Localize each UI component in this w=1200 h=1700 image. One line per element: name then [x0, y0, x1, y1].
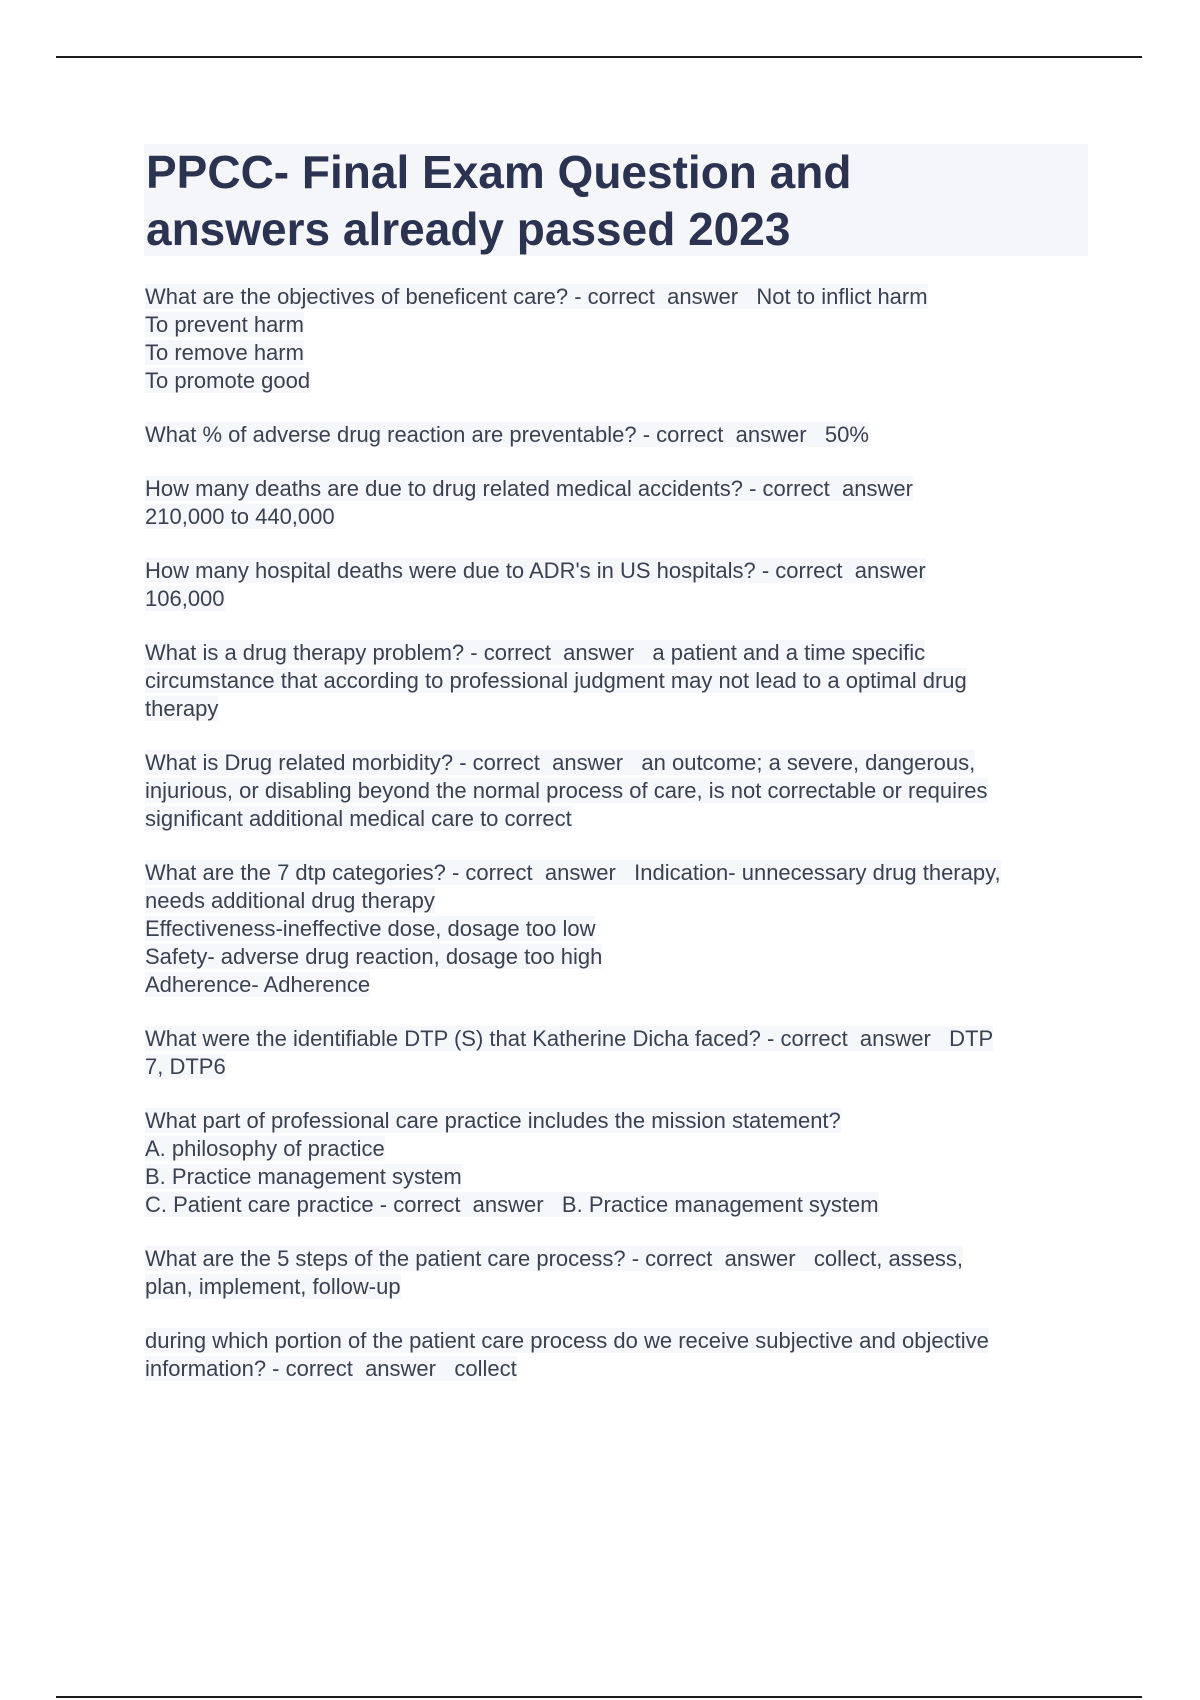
qa-line-text: To remove harm: [145, 340, 304, 365]
qa-line-text: Adherence- Adherence: [145, 972, 371, 997]
qa-line: [145, 1025, 1090, 1053]
qa-line-text: What is a drug therapy problem? - correct answer a patient and a time specific: [145, 640, 926, 665]
qa-line: [145, 339, 1090, 367]
qa-item: [145, 421, 1090, 449]
qa-item: [145, 1025, 1090, 1081]
qa-line-text: injurious, or disabling beyond the normal process of care, is not correctable or requires: [145, 778, 988, 803]
title-line-1: PPCC- Final Exam Question and: [146, 146, 852, 198]
qa-line-text: needs additional drug therapy: [145, 888, 435, 913]
qa-line: [145, 805, 1090, 833]
qa-line: [145, 1163, 1090, 1191]
qa-item: [145, 859, 1090, 999]
qa-line: [145, 695, 1090, 723]
qa-item: [145, 475, 1090, 531]
qa-line-text: 7, DTP6: [145, 1054, 226, 1079]
qa-line: [145, 585, 1090, 613]
qa-item: [145, 639, 1090, 723]
qa-line-text: Safety- adverse drug reaction, dosage too high: [145, 944, 603, 969]
qa-line-text: What are the 5 steps of the patient care process? - correct answer collect, assess,: [145, 1246, 964, 1271]
qa-line: [145, 1245, 1090, 1273]
qa-line: [145, 915, 1090, 943]
qa-line: [145, 1053, 1090, 1081]
qa-line: [145, 557, 1090, 585]
qa-line: [145, 503, 1090, 531]
qa-line: [145, 367, 1090, 395]
qa-line: [145, 1107, 1090, 1135]
qa-line: [145, 943, 1090, 971]
qa-line: [145, 1135, 1090, 1163]
qa-item: [145, 557, 1090, 613]
qa-line-text: How many hospital deaths were due to ADR's in US hospitals? - correct answer: [145, 558, 926, 583]
qa-line-text: What are the 7 dtp categories? - correct answer Indication- unnecessary drug therapy,: [145, 860, 1001, 885]
qa-line-text: therapy: [145, 696, 219, 721]
qa-line: [145, 749, 1090, 777]
qa-line-text: How many deaths are due to drug related medical accidents? - correct answer: [145, 476, 913, 501]
qa-line-text: during which portion of the patient care process do we receive subjective and objective: [145, 1328, 989, 1353]
qa-item: [145, 283, 1090, 395]
qa-line: [145, 1355, 1090, 1383]
qa-line: [145, 311, 1090, 339]
header-rule: [56, 56, 1142, 58]
qa-line-text: What were the identifiable DTP (S) that Katherine Dicha faced? - correct answer DTP: [145, 1026, 994, 1051]
qa-line: [145, 1327, 1090, 1355]
qa-line: [145, 283, 1090, 311]
qa-line-text: 106,000: [145, 586, 225, 611]
qa-line-text: C. Patient care practice - correct answer B. Practice management system: [145, 1192, 879, 1217]
qa-line-text: What are the objectives of beneficent care? - correct answer Not to inflict harm: [145, 284, 928, 309]
qa-line-text: B. Practice management system: [145, 1164, 462, 1189]
qa-line-text: To prevent harm: [145, 312, 304, 337]
footer-rule: [56, 1696, 1142, 1698]
title-line-2: answers already passed 2023: [146, 203, 791, 255]
qa-line-text: Effectiveness-ineffective dose, dosage too low: [145, 916, 596, 941]
qa-line: [145, 475, 1090, 503]
qa-line-text: 210,000 to 440,000: [145, 504, 335, 529]
qa-line-text: What part of professional care practice includes the mission statement?: [145, 1108, 841, 1133]
qa-line-text: significant additional medical care to correct: [145, 806, 572, 831]
qa-line-text: What is Drug related morbidity? - correct answer an outcome; a severe, dangerous,: [145, 750, 976, 775]
qa-line: [145, 859, 1090, 887]
qa-line: [145, 667, 1090, 695]
qa-line: [145, 1273, 1090, 1301]
qa-line-text: A. philosophy of practice: [145, 1136, 385, 1161]
qa-item: [145, 1327, 1090, 1383]
page-title: [146, 144, 1086, 258]
qa-item: [145, 1245, 1090, 1301]
qa-line: [145, 639, 1090, 667]
qa-line: [145, 421, 1090, 449]
qa-line: [145, 777, 1090, 805]
qa-line-text: circumstance that according to professional judgment may not lead to a optimal drug: [145, 668, 967, 693]
qa-line-text: information? - correct answer collect: [145, 1356, 517, 1381]
qa-item: [145, 1107, 1090, 1219]
qa-line: [145, 1191, 1090, 1219]
qa-line: [145, 887, 1090, 915]
qa-line-text: plan, implement, follow-up: [145, 1274, 401, 1299]
qa-line: [145, 971, 1090, 999]
qa-line-text: To promote good: [145, 368, 311, 393]
qa-item: [145, 749, 1090, 833]
qa-line-text: What % of adverse drug reaction are preventable? - correct answer 50%: [145, 422, 869, 447]
qa-list: [145, 283, 1090, 1409]
